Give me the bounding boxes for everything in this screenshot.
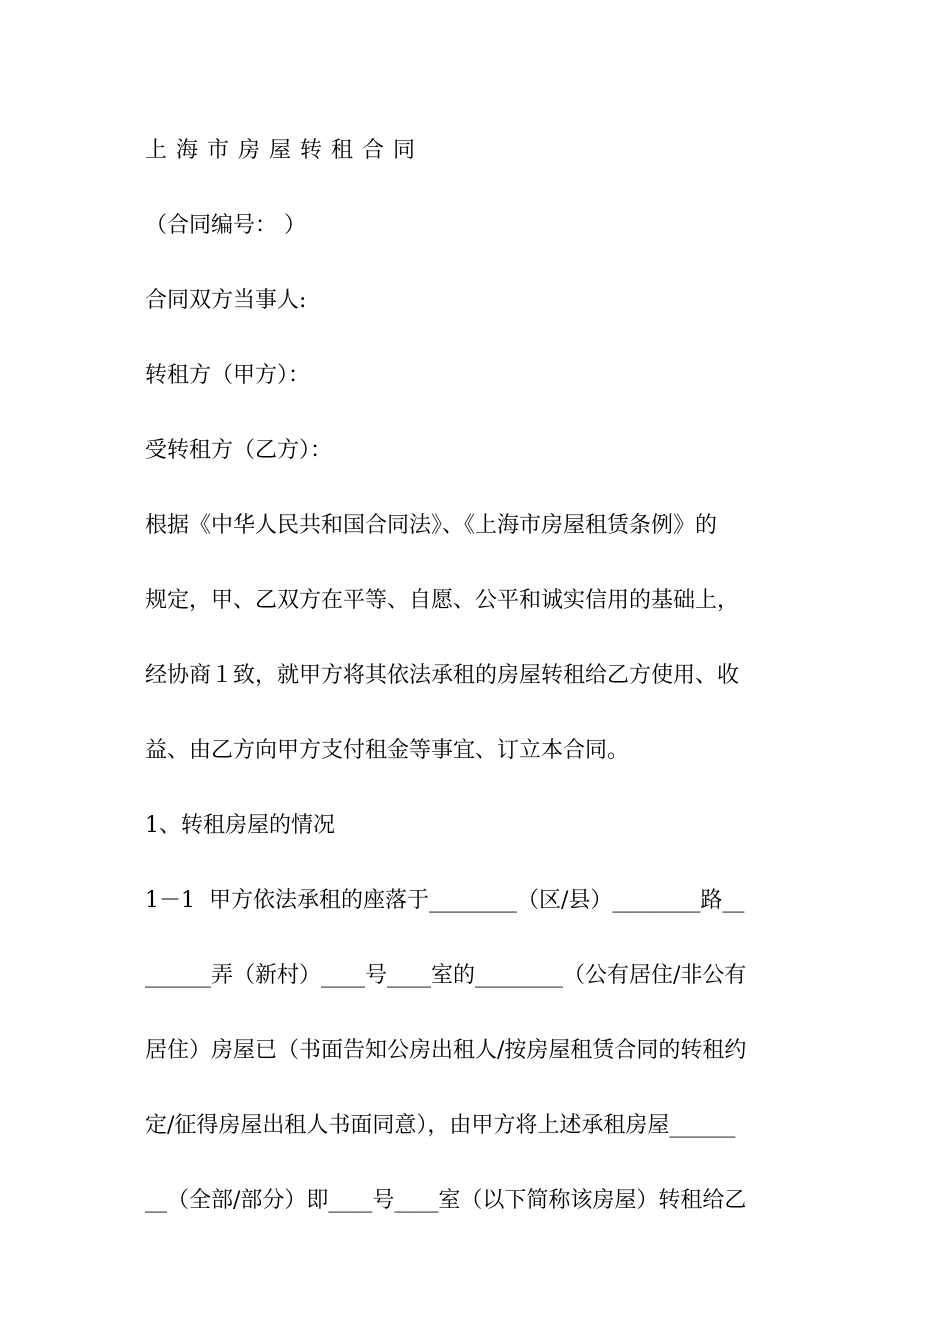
paragraph-line: 经协商１致，就甲方将其依法承租的房屋转租给乙方使用、收 <box>145 663 740 688</box>
paragraph-line: 益、由乙方向甲方支付租金等事宜、订立本合同。 <box>145 738 630 763</box>
section-heading: 1、转租房屋的情况 <box>145 813 335 838</box>
party-b-line: 受转租方（乙方）： <box>145 438 333 463</box>
clause-line: 1－1 甲方依法承租的座落于________（区/县）________路__ <box>145 888 745 913</box>
document-title: 上 海 市 房 屋 转 租 合 同 <box>145 138 416 163</box>
clause-line: __（全部/部分）即____号____室（以下简称该房屋）转租给乙 <box>145 1188 747 1213</box>
parties-heading: 合同双方当事人: <box>145 288 307 313</box>
clause-line: ______弄（新村）____号____室的________（公有居住/非公有 <box>145 963 747 988</box>
party-a-line: 转租方（甲方）： <box>145 363 311 388</box>
contract-number-line: （合同编号： ） <box>145 213 306 238</box>
clause-line: 居住）房屋已（书面告知公房出租人/按房屋租赁合同的转租约 <box>145 1038 747 1063</box>
paragraph-line: 规定，甲、乙双方在平等、自愿、公平和诚实信用的基础上， <box>145 588 740 613</box>
clause-line: 定/征得房屋出租人书面同意），由甲方将上述承租房屋______ <box>145 1113 736 1138</box>
paragraph-line: 根据《中华人民共和国合同法》、《上海市房屋租赁条例》的 <box>145 513 718 538</box>
